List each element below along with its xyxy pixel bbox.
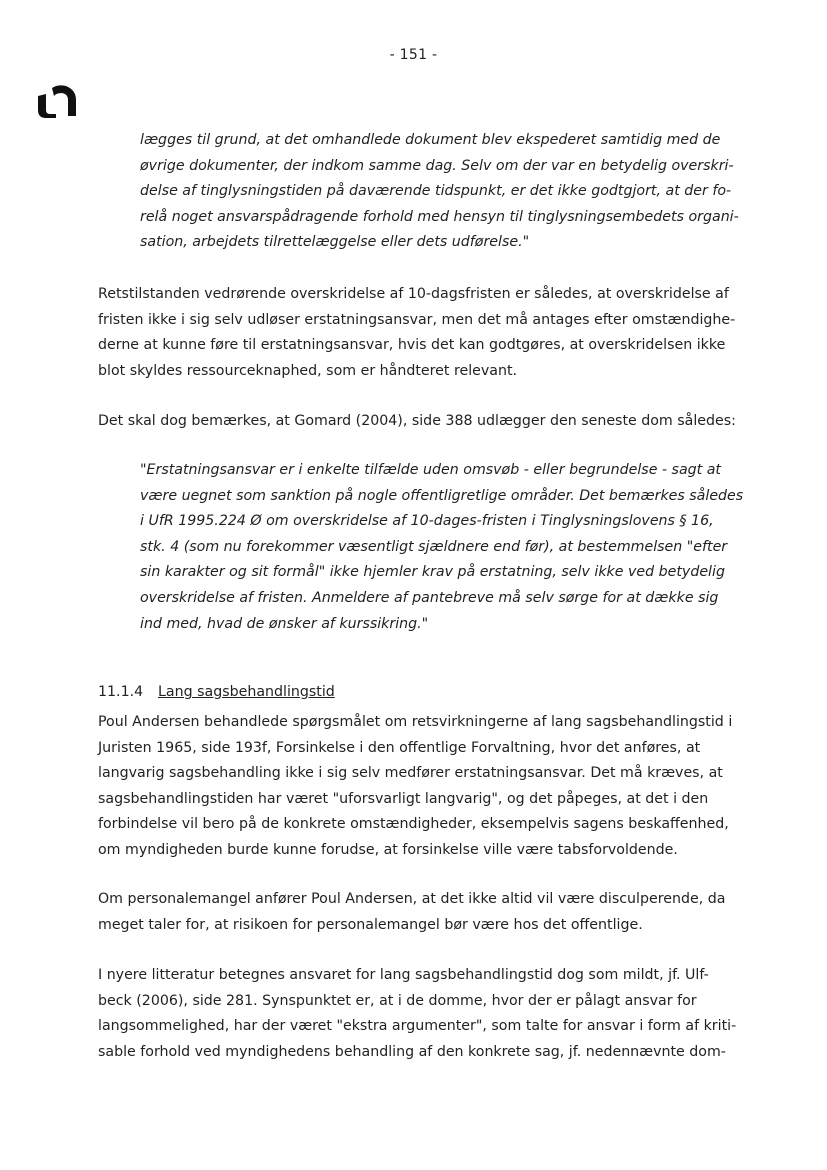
- text-line: fristen ikke i sig selv udløser erstatningsansvar, men det må antages efter omstændighe-: [98, 311, 736, 328]
- text-line: øvrige dokumenter, der indkom samme dag. Selv om der var en betydelig overskri-: [140, 157, 734, 174]
- text-line: overskridelse af fristen. Anmeldere af pantebreve må selv sørge for at dække sig: [140, 589, 719, 606]
- text-line: relå noget ansvarspådragende forhold med hensyn til tinglysningsembedets organi-: [140, 208, 739, 225]
- text-line: derne at kunne føre til erstatningsansvar, hvis det kan godtgøres, at overskridelsen ikke: [98, 337, 726, 354]
- text-line: blot skyldes ressourceknaphed, som er håndteret relevant.: [98, 362, 518, 379]
- quote-tinglysning: [140, 128, 739, 256]
- text-line: ind med, hvad de ønsker af kurssikring.": [140, 615, 429, 632]
- text-line: sable forhold ved myndighedens behandling af den konkrete sag, jf. nedennævnte dom-: [98, 1043, 726, 1060]
- paragraph-retstilstand: [98, 282, 736, 384]
- text-line: om myndigheden burde kunne forudse, at forsinkelse ville være tabsforvoldende.: [98, 841, 678, 858]
- text-line: lægges til grund, at det omhandlede dokument blev ekspederet samtidig med de: [140, 132, 721, 148]
- text-line: delse af tinglysningstiden på daværende tidspunkt, er det ikke godtgjort, at der fo-: [140, 183, 732, 200]
- text-line: Poul Andersen behandlede spørgsmålet om retsvirkningerne af lang sagsbehandlingstid i: [98, 714, 733, 730]
- text-line: stk. 4 (som nu forekommer væsentligt sjældnere end før), at bestemmelsen "efter: [140, 538, 728, 555]
- text-line: Retstilstanden vedrørende overskridelse af 10-dagsfristen er således, at overskridelse af: [98, 286, 729, 302]
- paragraph-gomard-intro: [98, 409, 736, 435]
- text-line: Juristen 1965, side 193f, Forsinkelse i den offentlige Forvaltning, hvor det anføres, at: [98, 739, 701, 756]
- text-line: Om personalemangel anfører Poul Andersen, at det ikke altid vil være disculperende, da: [98, 891, 726, 907]
- text-line: sagsbehandlingstiden har været "uforsvarligt langvarig", og det påpeges, at det i den: [98, 790, 709, 807]
- text-line: beck (2006), side 281. Synspunktet er, at i de domme, hvor der er pålagt ansvar for: [98, 992, 697, 1009]
- text-line: "Erstatningsansvar er i enkelte tilfælde uden omsvøb - eller begrundelse - sagt at: [140, 462, 721, 478]
- page-number: - 151 -: [389, 47, 438, 63]
- text-line: langvarig sagsbehandling ikke i sig selv medfører erstatningsansvar. Det må kræves, at: [98, 765, 723, 782]
- text-line: være uegnet som sanktion på nogle offentligretlige områder. Det bemærkes således: [140, 487, 744, 504]
- paragraph-poul-andersen: [98, 710, 733, 864]
- text-line: i UfR 1995.224 Ø om overskridelse af 10-dages-fristen i Tinglysningslovens § 16,: [140, 513, 714, 530]
- text-line: Det skal dog bemærkes, at Gomard (2004), side 388 udlægger den seneste dom således:: [98, 413, 736, 429]
- paragraph-nyere-litteratur: [98, 963, 737, 1065]
- quote-gomard: [140, 458, 744, 637]
- section-heading: [98, 682, 335, 702]
- text-line: meget taler for, at risikoen for personalemangel bør være hos det offentlige.: [98, 916, 643, 933]
- section-title: Lang sagsbehandlingstid: [158, 684, 335, 700]
- publisher-logo-icon: [36, 84, 78, 118]
- text-line: sation, arbejdets tilrettelæggelse eller dets udførelse.": [140, 234, 530, 251]
- text-line: langsommelighed, har der været "ekstra argumenter", som talte for ansvar i form af kriti-: [98, 1018, 737, 1035]
- paragraph-personalemangel: [98, 887, 726, 938]
- section-number: 11.1.4: [98, 684, 144, 700]
- text-line: forbindelse vil bero på de konkrete omstændigheder, eksempelvis sagens beskaffenhed,: [98, 816, 729, 833]
- text-line: I nyere litteratur betegnes ansvaret for lang sagsbehandlingstid dog som mildt, jf. Ulf-: [98, 967, 709, 983]
- text-line: sin karakter og sit formål" ikke hjemler krav på erstatning, selv ikke ved betydelig: [140, 564, 725, 581]
